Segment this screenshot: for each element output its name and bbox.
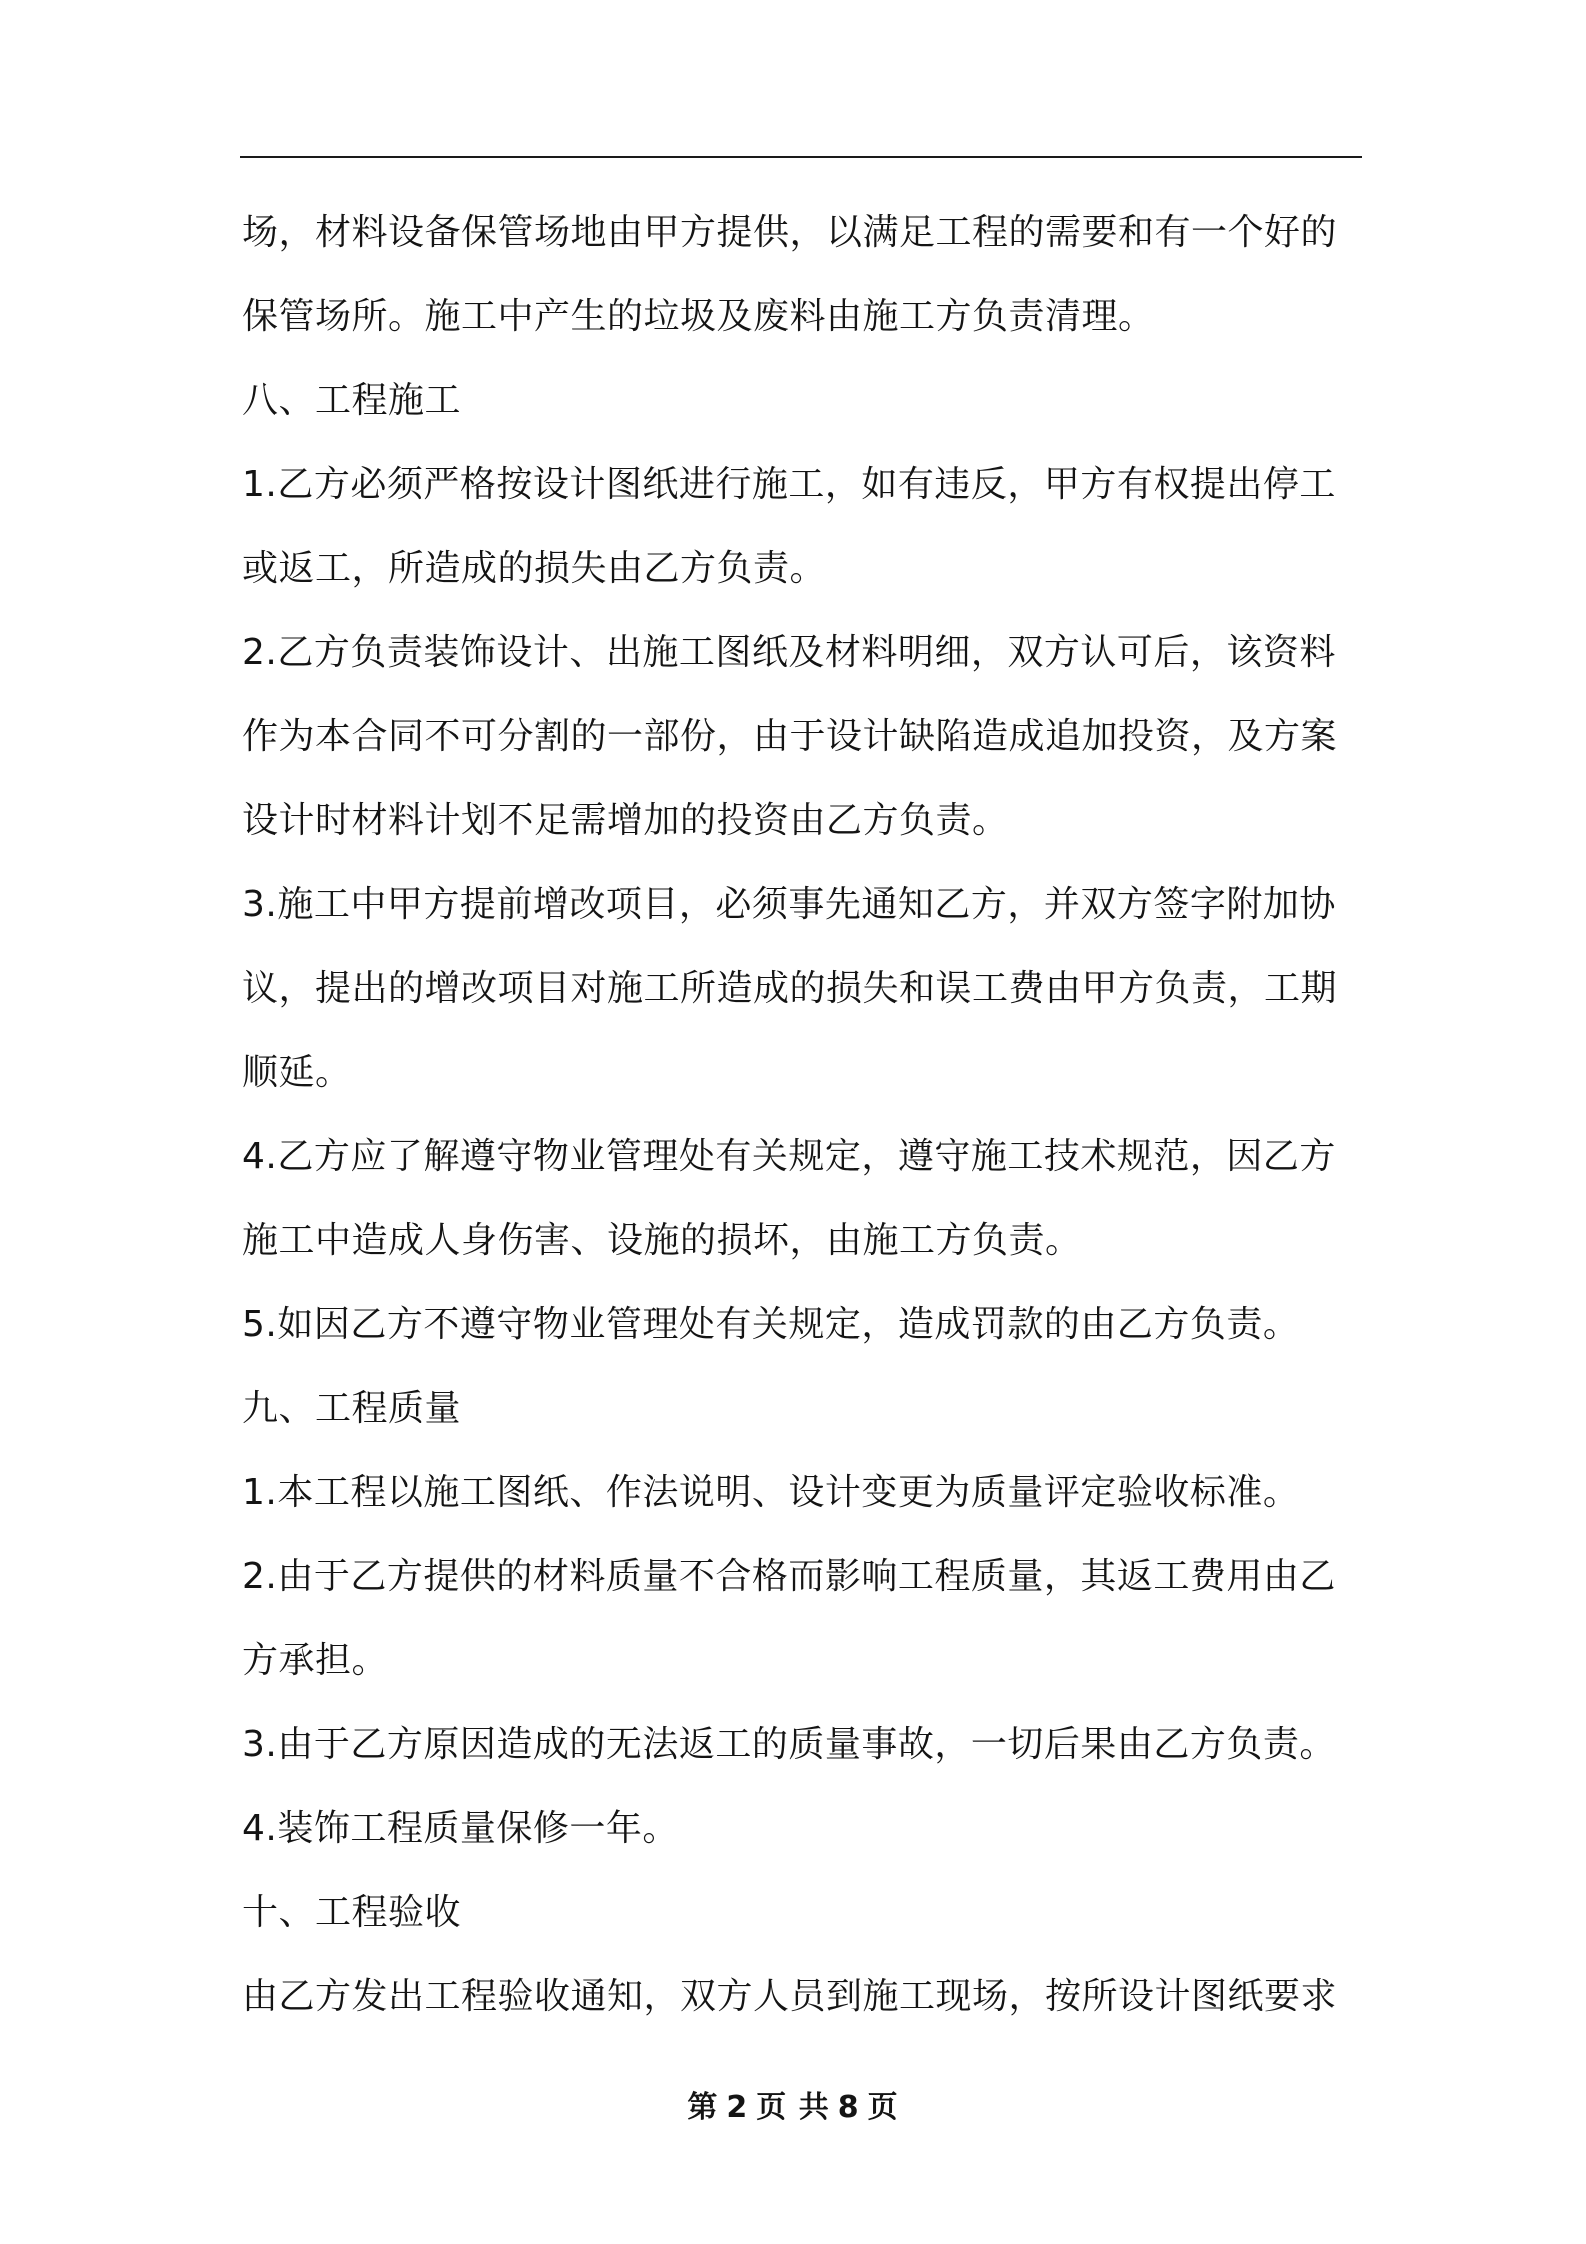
section-heading: 九、工程质量: [242, 1388, 462, 1429]
text-line: 4.装饰工程质量保修一年。: [242, 1808, 679, 1849]
text-line: 场，材料设备保管场地由甲方提供，以满足工程的需要和有一个好的: [242, 212, 1338, 253]
footer-prefix: 第: [687, 2090, 719, 2125]
text-line: 4.乙方应了解遵守物业管理处有关规定，遵守施工技术规范，因乙方: [242, 1136, 1336, 1177]
text-line: 或返工，所造成的损失由乙方负责。: [242, 548, 827, 589]
text-line: 1.本工程以施工图纸、作法说明、设计变更为质量评定验收标准。: [242, 1472, 1300, 1513]
text-line: 3.施工中甲方提前增改项目，必须事先通知乙方，并双方签字附加协: [242, 884, 1336, 925]
text-line: 议，提出的增改项目对施工所造成的损失和误工费由甲方负责，工期: [242, 968, 1338, 1009]
footer-total-pages: 8: [837, 2090, 860, 2125]
footer-middle: 页 共: [756, 2090, 830, 2125]
text-line: 由乙方发出工程验收通知，双方人员到施工现场，按所设计图纸要求: [242, 1976, 1338, 2017]
text-line: 2.乙方负责装饰设计、出施工图纸及材料明细，双方认可后，该资料: [242, 632, 1336, 673]
text-line: 顺延。: [242, 1052, 352, 1093]
section-heading: 十、工程验收: [242, 1892, 462, 1933]
text-line: 2.由于乙方提供的材料质量不合格而影响工程质量，其返工费用由乙: [242, 1556, 1336, 1597]
text-line: 方承担。: [242, 1640, 389, 1681]
section-heading: 八、工程施工: [242, 380, 462, 421]
text-line: 1.乙方必须严格按设计图纸进行施工，如有违反，甲方有权提出停工: [242, 464, 1336, 505]
header-rule: [240, 156, 1362, 158]
page-body: [242, 191, 1362, 2039]
text-line: 5.如因乙方不遵守物业管理处有关规定，造成罚款的由乙方负责。: [242, 1304, 1300, 1345]
text-line: 3.由于乙方原因造成的无法返工的质量事故，一切后果由乙方负责。: [242, 1724, 1336, 1765]
text-line: 保管场所。施工中产生的垃圾及废料由施工方负责清理。: [242, 296, 1155, 337]
footer-suffix: 页: [867, 2090, 899, 2125]
footer-current-page: 2: [726, 2090, 749, 2125]
text-line: 设计时材料计划不足需增加的投资由乙方负责。: [242, 800, 1009, 841]
text-line: 作为本合同不可分割的一部份，由于设计缺陷造成追加投资，及方案: [242, 716, 1338, 757]
text-line: 施工中造成人身伤害、设施的损坏，由施工方负责。: [242, 1220, 1082, 1261]
page-footer: [0, 2082, 1586, 2126]
